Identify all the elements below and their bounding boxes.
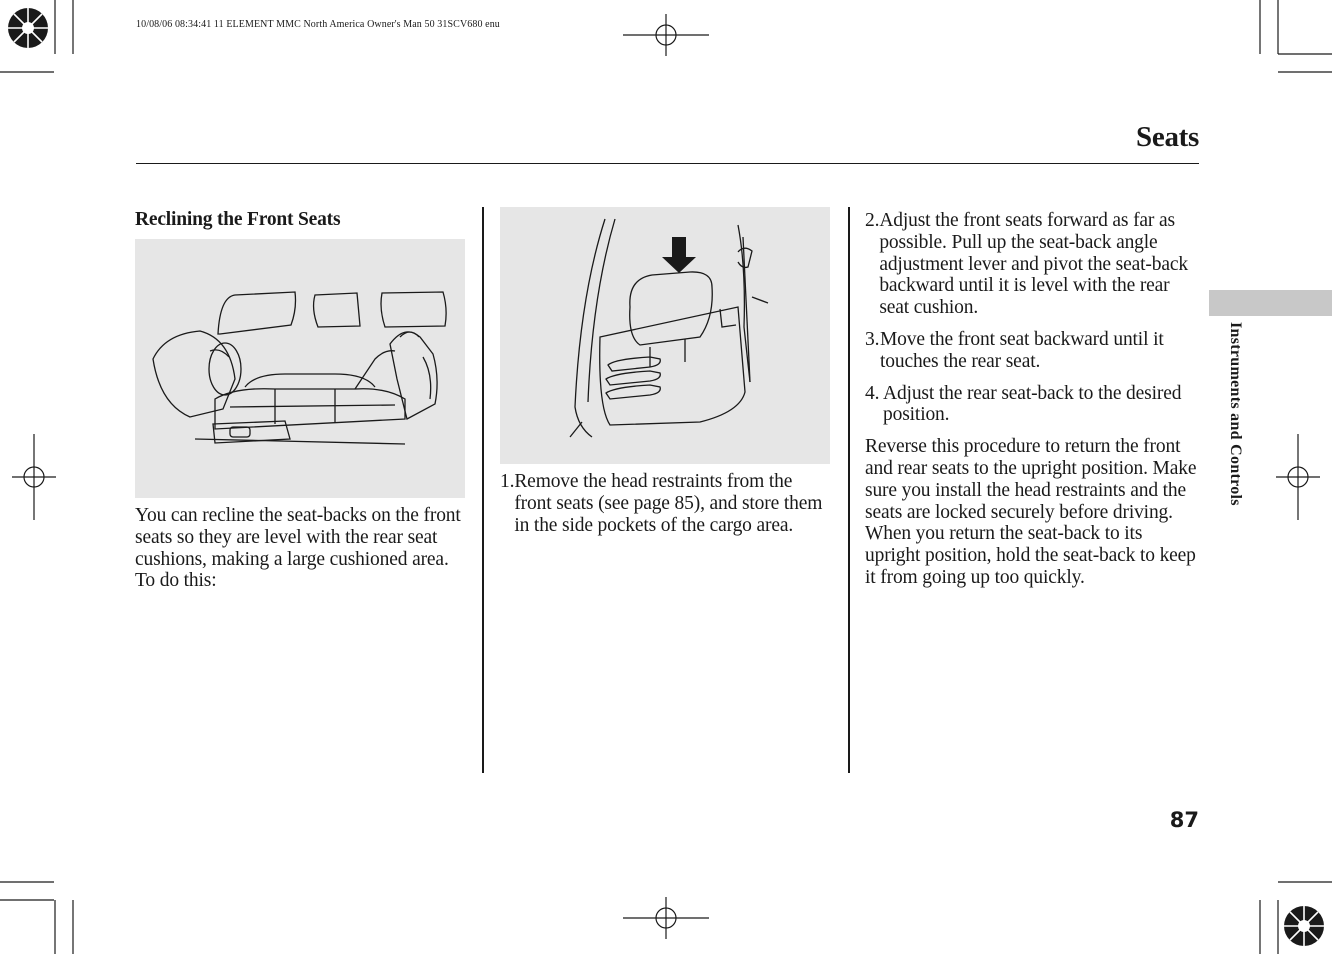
head-restraint-storage-illustration	[500, 207, 830, 464]
reclined-seats-illustration	[135, 239, 465, 498]
chapter-tab	[1209, 290, 1332, 316]
page-number: 87	[1169, 808, 1199, 832]
step-2-text: Adjust the front seats forward as far as possible. Pull up the seat-back angle adjustment lever and pivot the seat-back backward until it is level with the rear seat cushion.	[879, 210, 1188, 319]
column-divider-2	[848, 207, 850, 773]
title-rule	[136, 163, 1199, 164]
step-4	[865, 383, 1200, 427]
step-3-number: 3.	[865, 328, 880, 350]
chapter-tab-label: Instruments and Controls	[1227, 322, 1244, 506]
reverse-procedure-paragraph: Reverse this procedure to return the front and rear seats to the upright position. Make sure you install the head restraints and the seats are locked securely before driving.	[865, 436, 1197, 523]
upright-caution-paragraph: When you return the seat-back to its upright position, hold the seat-back to keep it from going up too quickly.	[865, 523, 1196, 588]
section-heading: Reclining the Front Seats	[135, 209, 341, 230]
step-2-number: 2.	[865, 210, 880, 231]
step-3	[865, 329, 1200, 373]
step-1-text: Remove the head restraints from the front seats (see page 85), and store them in the side pockets of the cargo area.	[514, 471, 823, 536]
page-title: Seats	[1136, 121, 1199, 153]
steps-continued	[865, 210, 1200, 589]
step-3-text: Move the front seat backward until it touches the rear seat.	[879, 328, 1164, 372]
step-4-text: Adjust the rear seat-back to the desired position.	[883, 382, 1182, 426]
print-meta: 10/08/06 08:34:41 11 ELEMENT MMC North America Owner's Man 50 31SCV680 enu	[136, 19, 500, 30]
step-1	[500, 471, 830, 546]
step-4-number: 4.	[865, 382, 880, 404]
step-2	[865, 210, 1200, 319]
column-divider-1	[482, 207, 484, 773]
intro-paragraph: You can recline the seat-backs on the front seats so they are level with the rear seat cushions, making a large cushioned area. To do this:	[135, 505, 461, 592]
step-1-number: 1.	[500, 471, 515, 492]
